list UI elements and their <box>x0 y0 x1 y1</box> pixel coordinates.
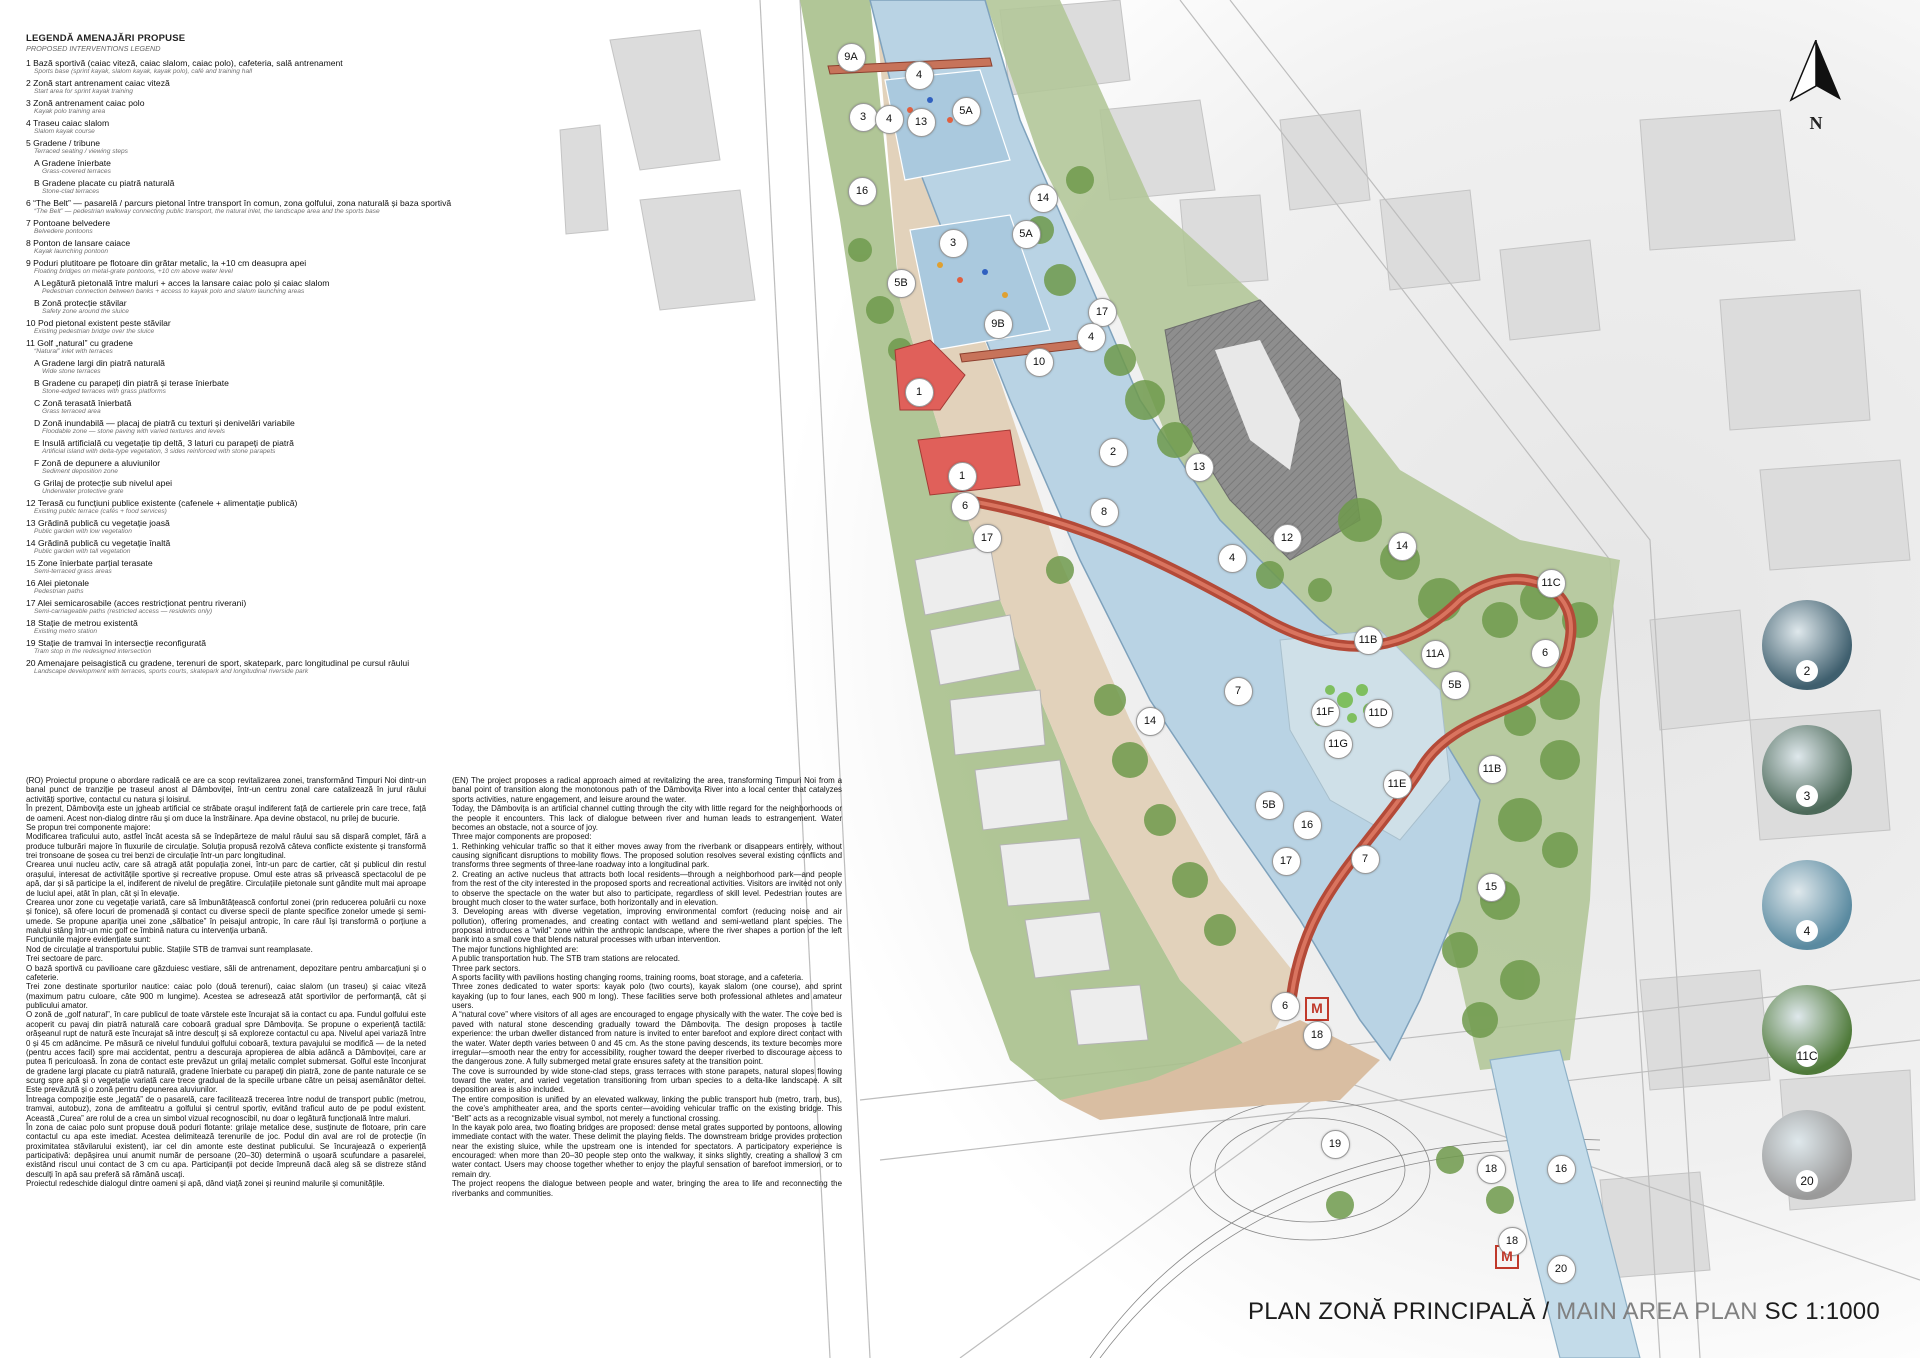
legend-item-en: Existing public terrace (cafés + food services) <box>34 508 167 516</box>
title-separator: / <box>1535 1298 1557 1325</box>
map-marker: 5B <box>1441 671 1470 700</box>
legend-item <box>26 519 506 536</box>
legend-item <box>26 199 506 216</box>
legend-item-en: Semi-terraced grass areas <box>34 568 112 576</box>
legend-item-ro: B Zonă protecție stăvilar <box>34 297 127 308</box>
reference-photo-label: 3 <box>1796 785 1818 807</box>
legend-item <box>26 299 506 316</box>
description-en <box>452 776 842 1198</box>
legend-item-ro: 3 Zonă antrenament caiac polo <box>26 97 145 108</box>
legend-item-ro: 18 Stație de metrou existentă <box>26 617 138 628</box>
legend-item-ro: C Zonă terasată înierbată <box>34 397 132 408</box>
paragraph: Funcțiunile majore evidențiate sunt: <box>26 935 151 945</box>
map-marker: 17 <box>973 524 1002 553</box>
paragraph: O bază sportivă cu pavilioane care găzduiesc vestiare, săli de antrenament, depozitare pentru ambarcațiuni și o cafeterie. <box>26 963 426 982</box>
legend-item-en: Public garden with low vegetation <box>34 528 132 536</box>
paragraph: 3. Developing areas with diverse vegetation, improving environmental comfort (reducing noise and air pollution), offering promenades, and creating contact with wetland and semi-wetland plant species. The proposal introduces a “wild” zone within the anthropic landscape, where the river shapes a portion of the left bank into a small cove that blends natural processes with urban intervention. <box>452 907 842 945</box>
paragraph: A public transportation hub. The STB tram stations are relocated. <box>452 954 680 964</box>
map-marker: 8 <box>1090 498 1119 527</box>
legend-item-ro: 12 Terasă cu funcțiuni publice existente (cafenele + alimentație publică) <box>26 497 298 508</box>
paragraph: Three major components are proposed: <box>452 832 592 842</box>
map-marker: 11A <box>1421 640 1450 669</box>
legend-subtitle: PROPOSED INTERVENTIONS LEGEND <box>26 43 161 53</box>
legend-item <box>26 419 506 436</box>
legend-item-en: Wide stone terraces <box>42 368 101 376</box>
legend-item-ro: 8 Ponton de lansare caiace <box>26 237 131 248</box>
legend-item <box>26 359 506 376</box>
legend-item <box>26 339 506 356</box>
map-marker: 9B <box>984 310 1013 339</box>
paragraph: Today, the Dâmbovița is an artificial channel cutting through the city with little regard for the neighborhoods or the people it encounters. This lack of dialogue between river and human leads to estrangement. Water becomes an obstacle, not a source of joy. <box>452 804 842 832</box>
legend-item-en: Belvedere pontoons <box>34 228 93 236</box>
map-marker: 14 <box>1136 707 1165 736</box>
paragraph: (EN) The project proposes a radical approach aimed at revitalizing the area, transforming Timpuri Noi from a banal point of transition along the monotonous path of the Dâmbovița River into a local center that catalyzes sports activities, nature engagement, and leisure around the water. <box>452 776 842 804</box>
legend-item <box>26 259 506 276</box>
legend-item-ro: 5 Gradene / tribune <box>26 137 101 148</box>
map-marker: 10 <box>1025 348 1054 377</box>
legend-item <box>26 119 506 136</box>
paragraph: În zona de caiac polo sunt propuse două poduri flotante: grilaje metalice dese, susținute de flotoare, prin care contactul cu apa este imediat. Acestea delimitează terenurile de joc. Podul din aval are rol de protecție (în proximitatea stăvilarului existent), iar cel din amonte este destinat publicului. Se încurajează o experiență participativă: depășirea unui anumit număr de persoane (20–30) determină o ușoară scufundare a pasarelei, existând riscul unui contact de 3 cm cu apa. Participanții pot decide împreună dacă aleg să se distreze stând desculți în apă sau preferă să rămână uscați. <box>26 1122 426 1179</box>
legend-title: LEGENDĂ AMENAJĂRI PROPUSE <box>26 33 186 44</box>
map-marker: 4 <box>1077 323 1106 352</box>
legend-item-ro: G Grilaj de protecție sub nivelul apei <box>34 477 173 488</box>
paragraph: Crearea unui nucleu activ, care să atragă atât populația zonei, într-un parc de cartier, cât și publicul din restul orașului, interesat de activitățile sportive și recreative propuse. Omul este atras să privească spectacolul de pe apă, dar și să participe la el, indiferent de nivelul de pregătire. Circulațiile pietonale sunt gândite mult mai aproape de luciul apei, atât în plan, cât și în elevație. <box>26 860 426 898</box>
paragraph: O zonă de „golf natural”, în care publicul de toate vârstele este încurajat să ia contact cu apa. Fundul golfului este acoperit cu pavaj din piatră naturală care coboară gradual spre Dâmbovița. Se propune o experiență tactilă: orășeanul rupt de natură este încurajat să intre desculț și să exploreze contactul cu apa. Nivelul apei variază între 0 și 45 cm adâncime. Pe măsură ce nivelul fundului golfului coboară, textura pavajului se modifică — de la neted (pentru acces facil) spre mai accidentat, pentru a descuraja apropierea de albia adâncă a Dâmboviței, care ar putea fi periculoasă. În zona de contact este prevăzut un grilaj metalic complet submersat. Golful este înconjurat de gradene largi placate cu piatră naturală, gradene înierbate cu parapeți din piatră, zone de pante naturale ce se scurg spre apă și o vegetație variată care trece gradual de la speciile urbane către un peisaj asemănător deltei. Este prevăzută și o zonă pentru depunerea aluviunilor. <box>26 1010 426 1095</box>
legend-item-ro: B Gradene cu parapeți din piatră și terase înierbate <box>34 377 229 388</box>
legend-item-en: Grass-covered terraces <box>42 168 111 176</box>
paragraph: Nod de circulație al transportului public. Stațiile STB de tramvai sunt reamplasate. <box>26 944 313 954</box>
legend-item-ro: D Zonă inundabilă — placaj de piatră cu texturi și denivelări variabile <box>34 417 295 428</box>
map-marker: 5B <box>887 269 916 298</box>
map-marker: 17 <box>1088 298 1117 327</box>
legend-item-ro: F Zonă de depunere a aluviunilor <box>34 457 161 468</box>
legend-item-en: Existing pedestrian bridge over the sluice <box>34 328 155 336</box>
north-arrow-icon <box>1786 40 1846 106</box>
reference-photo <box>1762 600 1852 690</box>
legend-item-en: Existing metro station <box>34 628 98 636</box>
paragraph: Trei zone destinate sporturilor nautice: caiac polo (două terenuri), caiac slalom (un traseu) și caiac viteză (maximum patru culoare, câte 900 m lungime). Acestea se adresează atât sportivilor de performanță, cât și publicului amator. <box>26 982 426 1010</box>
map-marker: 15 <box>1477 873 1506 902</box>
map-marker: 18 <box>1303 1021 1332 1050</box>
legend-item-ro: 9 Poduri plutitoare pe flotoare din grătar metalic, la +10 cm deasupra apei <box>26 257 307 268</box>
map-marker: 11E <box>1383 770 1412 799</box>
legend-item <box>26 479 506 496</box>
map-marker: 18 <box>1477 1155 1506 1184</box>
map-marker: 13 <box>907 108 936 137</box>
paragraph: Proiectul redeschide dialogul dintre oameni și apă, dând viață zonei și reunind malurile și comunitățile. <box>26 1179 385 1189</box>
legend-item-en: Stone-edged terraces with grass platforms <box>42 388 166 396</box>
paragraph: The cove is surrounded by wide stone-clad steps, grass terraces with stone parapets, natural slopes flowing toward the water, and varied vegetation transitioning from urban species to a delta-like landscape. A silt deposition area is also included. <box>452 1066 842 1095</box>
legend-item-ro: 15 Zone înierbate parțial terasate <box>26 557 153 568</box>
map-marker: 13 <box>1185 453 1214 482</box>
north-arrow <box>1786 40 1846 133</box>
legend-item <box>26 439 506 456</box>
legend-item-en: Landscape development with terraces, sports courts, skatepark and longitudinal riverside park <box>34 668 309 676</box>
legend-item-ro: 11 Golf „natural” cu gradene <box>26 337 133 348</box>
paragraph: Three park sectors. <box>452 963 521 973</box>
reference-photo <box>1762 985 1852 1075</box>
map-marker: 2 <box>1099 438 1128 467</box>
reference-photo <box>1762 860 1852 950</box>
legend-item-ro: 17 Alei semicarosabile (acces restricționat pentru riverani) <box>26 597 247 608</box>
map-marker: 16 <box>1547 1155 1576 1184</box>
paragraph: The project reopens the dialogue between people and water, bringing the area to life and reconnecting the riverbanks and communities. <box>452 1179 842 1198</box>
legend-item <box>26 79 506 96</box>
legend-item-ro: 6 “The Belt” — pasarelă / parcurs pietonal între transport în comun, zona golfului, zona naturală și baza sportivă <box>26 197 452 208</box>
legend-item-ro: 20 Amenajare peisagistică cu gradene, terenuri de sport, skatepark, parc longitudinal pe cursul râului <box>26 657 410 668</box>
legend-item <box>26 239 506 256</box>
map-marker: 5A <box>1012 220 1041 249</box>
map-marker: 6 <box>1271 992 1300 1021</box>
map-marker: 4 <box>905 61 934 90</box>
paragraph: Three zones dedicated to water sports: kayak polo (two courts), kayak slalom (one course), and sprint kayaking (up to four lanes, each 900 m long). These facilities serve both professional athletes and amateur users. <box>452 982 842 1010</box>
map-marker: 18 <box>1498 1227 1527 1256</box>
paragraph: In the kayak polo area, two floating bridges are proposed: dense metal grates supported by pontoons, allowing immediate contact with the water. These delimit the playing fields. The downstream bridge provides protection near the existing sluice, while the upstream one is intended for spectators. A participatory experience is encouraged: when more than 20–30 people step onto the walkway, it sinks slightly, creating a shallow 3 cm water contact. Users may choose together whether to enjoy the playful sensation of barefoot immersion, or to remain dry. <box>452 1122 842 1179</box>
legend-item <box>26 139 506 156</box>
legend-item <box>26 399 506 416</box>
legend-item-ro: 14 Grădină publică cu vegetație înaltă <box>26 537 171 548</box>
legend-item <box>26 499 506 516</box>
legend-item-en: Stone-clad terraces <box>42 188 100 196</box>
legend-item-en: Tram stop in the redesigned intersection <box>34 648 152 656</box>
legend-item-ro: 13 Grădină publică cu vegetație joasă <box>26 517 170 528</box>
page-title <box>1248 1298 1880 1326</box>
map-marker: 16 <box>1293 811 1322 840</box>
map-marker: 4 <box>1218 544 1247 573</box>
legend-item-en: Slalom kayak course <box>34 128 95 136</box>
legend-item <box>26 659 506 676</box>
map-marker: 9A <box>837 43 866 72</box>
map-marker: 6 <box>951 492 980 521</box>
legend-item-en: Pedestrian paths <box>34 588 84 596</box>
reference-photo <box>1762 725 1852 815</box>
legend-item-ro: 1 Bază sportivă (caiac viteză, caiac slalom, caiac polo), cafeteria, sală antrenament <box>26 57 343 68</box>
legend-item-en: Floodable zone — stone paving with varied textures and levels <box>42 428 225 436</box>
legend-item-en: Kayak polo training area <box>34 108 106 116</box>
legend-item-en: Sediment deposition zone <box>42 468 118 476</box>
map-marker: 11D <box>1364 699 1393 728</box>
legend-item-en: Safety zone around the sluice <box>42 308 129 316</box>
paragraph: În prezent, Dâmbovița este un jgheab artificial ce străbate orașul indiferent față de cartierele prin care trece, față de oameni. Acest non-dialog dintre râu și om duce la înstrăinare. Apa devine obstacol, nu prilej de bucurie. <box>26 804 426 823</box>
map-marker: 12 <box>1273 524 1302 553</box>
legend <box>26 34 506 676</box>
legend-item-en: Underwater protective grate <box>42 488 124 496</box>
legend-item <box>26 219 506 236</box>
legend-item-ro: A Gradene înierbate <box>34 157 111 168</box>
legend-items <box>26 59 506 676</box>
map-marker: 11C <box>1537 569 1566 598</box>
paragraph: Se propun trei componente majore: <box>26 822 151 832</box>
legend-item-ro: B Gradene placate cu piatră naturală <box>34 177 175 188</box>
reference-photo <box>1762 1110 1852 1200</box>
map-marker: 1 <box>905 378 934 407</box>
legend-item <box>26 319 506 336</box>
map-marker: 17 <box>1272 847 1301 876</box>
map-marker: 11G <box>1324 730 1353 759</box>
map-marker: 5A <box>952 97 981 126</box>
paragraph: Întreaga compoziție este „legată” de o pasarelă, care facilitează trecerea între nodul de transport public (metrou, tramvai, autobuz), zona de amfiteatru a golfului și centrul sportiv, evitând traficul auto de pe podul existent. Această „Curea” are rolul de a crea un simbol vizual recognoscibil, nu doar o legătură funcțională între maluri. <box>26 1094 426 1123</box>
metro-sign-label: M <box>1501 1248 1513 1264</box>
legend-item-en: Grass terraced area <box>42 408 101 416</box>
legend-item <box>26 579 506 596</box>
map-marker: 19 <box>1321 1130 1350 1159</box>
legend-item-en: Sports base (sprint kayak, slalom kayak, kayak polo), café and training hall <box>34 68 253 76</box>
map-marker: 3 <box>939 229 968 258</box>
map-marker: 4 <box>875 105 904 134</box>
legend-item-en: Artificial island with delta-type vegetation, 3 sides reinforced with stone parapets <box>42 448 276 456</box>
legend-item <box>26 59 506 76</box>
legend-item-ro: A Gradene largi din piatră naturală <box>34 357 165 368</box>
map-marker: 11B <box>1354 626 1383 655</box>
reference-photo-label: 4 <box>1796 920 1818 942</box>
legend-item-ro: 10 Pod pietonal existent peste stăvilar <box>26 317 171 328</box>
paragraph: (RO) Proiectul propune o abordare radicală ce are ca scop revitalizarea zonei, transformând Timpuri Noi dintr-un banal punct de tranziție pe traseul anost al Dâmboviței, într-un centru zonal care catalizează în jurul râului activități sportive, contactul cu natura și loisirul. <box>26 776 426 804</box>
paragraph: 2. Creating an active nucleus that attracts both local residents—through a neighborhood park—and people from the rest of the city interested in the proposed sports and recreational activities. Visitors are invited not only to observe the spectacle on the water but also to participate, regardless of skill level. Pedestrian routes are brought much closer to the water surface, both horizontally and in elevation. <box>452 869 842 907</box>
paragraph: The major functions highlighted are: <box>452 944 579 954</box>
description-ro <box>26 776 426 1189</box>
map-marker: 1 <box>948 462 977 491</box>
map-marker: 7 <box>1224 677 1253 706</box>
reference-photo-label: 20 <box>1796 1170 1818 1192</box>
legend-item <box>26 599 506 616</box>
map-marker: 20 <box>1547 1255 1576 1284</box>
title-scale: SC 1:1000 <box>1757 1298 1880 1325</box>
map-marker: 7 <box>1351 845 1380 874</box>
map-marker: 14 <box>1029 184 1058 213</box>
legend-item-ro: E Insulă artificială cu vegetație tip deltă, 3 laturi cu parapeți de piatră <box>34 437 294 448</box>
metro-sign-label: M <box>1311 1000 1323 1016</box>
legend-item-ro: 4 Traseu caiac slalom <box>26 117 110 128</box>
legend-item <box>26 639 506 656</box>
legend-item <box>26 619 506 636</box>
map-marker: 3 <box>849 103 878 132</box>
legend-item-ro: 7 Pontoane belvedere <box>26 217 111 228</box>
legend-item-ro: A Legătură pietonală între maluri + acces la lansare caiac polo și caiac slalom <box>34 277 330 288</box>
legend-item-ro: 19 Stație de tramvai în intersecție reconfigurată <box>26 637 207 648</box>
paragraph: A sports facility with pavilions hosting changing rooms, training rooms, boat storage, and a cafeteria. <box>452 972 804 982</box>
reference-photo-label: 11C <box>1796 1045 1818 1067</box>
legend-item <box>26 159 506 176</box>
paragraph: 1. Rethinking vehicular traffic so that it either moves away from the riverbank or disappears entirely, without causing significant disruptions to mobility flows. The proposed solution resolves several existing conflicts and transforms three segments of three-lane roadway into a longitudinal park. <box>452 841 842 870</box>
map-marker: 16 <box>848 177 877 206</box>
legend-item <box>26 539 506 556</box>
legend-item-en: Semi-carriageable paths (restricted access — residents only) <box>34 608 213 616</box>
map-marker: 14 <box>1388 532 1417 561</box>
title-en: MAIN AREA PLAN <box>1556 1298 1758 1325</box>
paragraph: Trei sectoare de parc. <box>26 954 103 964</box>
legend-item-en: “Natural” inlet with terraces <box>34 348 113 356</box>
map-marker: 6 <box>1531 639 1560 668</box>
legend-item-en: Floating bridges on metal-grate pontoons, +10 cm above water level <box>34 268 233 276</box>
legend-item-en: Kayak launching pontoon <box>34 248 109 256</box>
legend-item-en: Start area for sprint kayak training <box>34 88 133 96</box>
map-marker: 5B <box>1255 791 1284 820</box>
map-marker: 11B <box>1478 755 1507 784</box>
legend-item-ro: 16 Alei pietonale <box>26 577 90 588</box>
legend-item-en: “The Belt” — pedestrian walkway connecting public transport, the natural inlet, the landscape area and the sports base <box>34 208 380 216</box>
legend-item <box>26 379 506 396</box>
legend-item-en: Public garden with tall vegetation <box>34 548 131 556</box>
paragraph: A “natural cove” where visitors of all ages are encouraged to engage physically with the water. The cove bed is paved with natural stone descending gradually toward the Dâmbovița. The design proposes a tactile experience: the urban dweller distanced from nature is invited to enter barefoot and explore direct contact with the water. Water depth varies between 0 and 45 cm. As the stone paving descends, its texture becomes more irregular—smooth near the entry for accessibility, rougher toward the deeper riverbed to discourage access to the dangerous zone. A fully submerged metal grate ensures safety at the transition point. <box>452 1010 842 1067</box>
north-label: N <box>1809 113 1823 133</box>
legend-item <box>26 559 506 576</box>
legend-item <box>26 459 506 476</box>
reference-photo-label: 2 <box>1796 660 1818 682</box>
legend-item <box>26 279 506 296</box>
map-marker: 11F <box>1311 698 1340 727</box>
legend-item-en: Terraced seating / viewing steps <box>34 148 128 156</box>
legend-item-en: Pedestrian connection between banks + access to kayak polo and slalom launching areas <box>42 288 305 296</box>
legend-item <box>26 99 506 116</box>
title-ro: PLAN ZONĂ PRINCIPALĂ <box>1248 1298 1536 1325</box>
legend-item-ro: 2 Zonă start antrenament caiac viteză <box>26 77 170 88</box>
legend-item <box>26 179 506 196</box>
paragraph: Crearea unor zone cu vegetație variată, care să îmbunătățească confortul zonei (prin reducerea poluării cu noxe și fonice), să ofere locuri de promenadă și contact cu diverse specii de plante specifice zonelor umede și semi-umede. Se propune apariția unei zone „sălbatice” în peisajul antropic, în care râul își transformă o porțiune a malului stâng într-un mic golf ce îmbină natura cu intervenția urbană. <box>26 897 426 935</box>
paragraph: The entire composition is unified by an elevated walkway, linking the public transport hub (metro, tram, bus), the cove’s amphitheater area, and the sports center—avoiding vehicular traffic on the existing bridge. This “Belt” acts as a recognizable visual symbol, not merely a functional crossing. <box>452 1094 842 1123</box>
paragraph: Modificarea traficului auto, astfel încât acesta să se îndepărteze de malul râului sau să dispară complet, fără a produce tulburări majore în fluxurile de circulație. Soluția propusă rezolvă câteva conflicte existente și transformă trei tronsoane de șosea cu trei benzi de circulație într-un parc longitudinal. <box>26 832 426 860</box>
